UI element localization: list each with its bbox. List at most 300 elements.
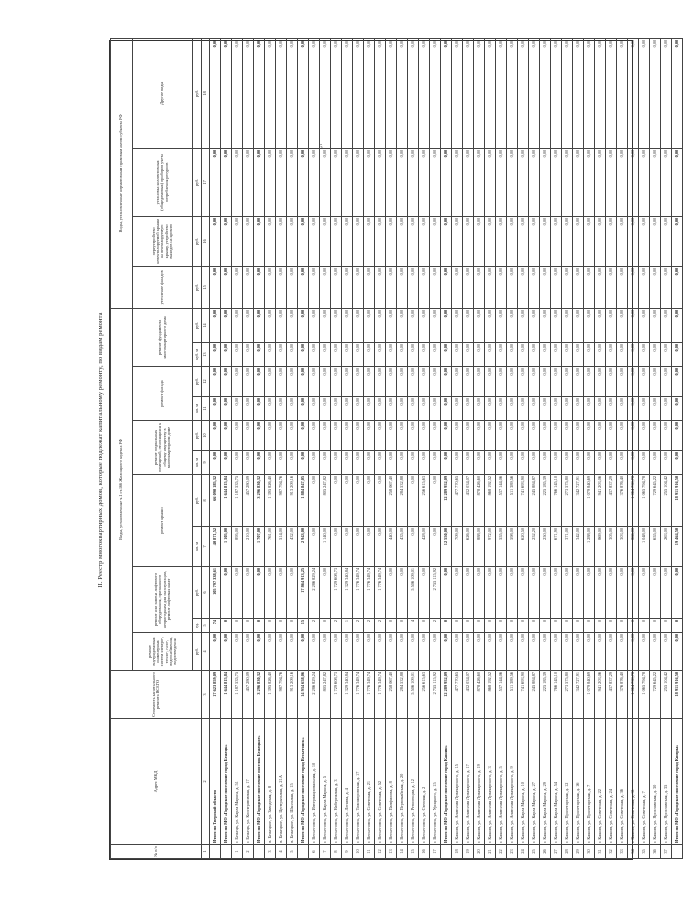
cell-value: 0 — [639, 619, 650, 633]
cell-value: 0,00 — [276, 633, 287, 671]
cell-value: 537 144,06 — [496, 475, 507, 527]
cell-value: 0,00 — [353, 343, 364, 367]
cell-value: 0,00 — [221, 148, 232, 216]
cell-value: 0,00 — [650, 38, 661, 148]
cell-value: 0 — [386, 619, 397, 633]
cell-value: 0,00 — [430, 216, 441, 266]
cell-value: 0,00 — [221, 216, 232, 266]
cell-value: 0,00 — [628, 397, 639, 421]
cell-value: 0,00 — [518, 308, 529, 342]
cell-value: 0,00 — [375, 633, 386, 671]
cell-value: 0,00 — [221, 567, 232, 619]
cell-value: 0,00 — [408, 367, 419, 397]
cell-number: 30 — [584, 845, 595, 859]
cell-value: 0,00 — [617, 216, 628, 266]
column-number-row — [202, 38, 210, 858]
cell-value: 0,00 — [386, 308, 397, 342]
cell-value: 0,00 — [298, 451, 309, 475]
cell-value: 0,00 — [232, 38, 243, 148]
cell-value: 0,00 — [243, 38, 254, 148]
cell-value: 0,00 — [364, 475, 375, 527]
cell-value: 0,00 — [518, 397, 529, 421]
cell-value: 0,00 — [463, 367, 474, 397]
cell-value: 0,00 — [518, 343, 529, 367]
cell-value: 0,00 — [232, 567, 243, 619]
cell-value: 0,00 — [419, 451, 430, 475]
cell-value: 432 034,07 — [463, 475, 474, 527]
cell-value: 0,00 — [232, 397, 243, 421]
cell-value: 0,00 — [221, 38, 232, 148]
cell-value: 0,00 — [584, 451, 595, 475]
cell-address: г. Кашин, ул. Анатолия Луначарского, д. 5 — [496, 719, 507, 845]
cell-value: 0,00 — [441, 633, 452, 671]
cell-address: Итого по Тверской области — [210, 719, 221, 845]
cell-value: 805 247,82 — [320, 671, 331, 719]
cell-value: 0,00 — [408, 266, 419, 308]
cell-address: г. Кашин, ул. Пролетарская, д. 7 — [584, 719, 595, 845]
cell-value: 273 575,80 — [562, 671, 573, 719]
cell-value: 0,00 — [353, 451, 364, 475]
cell-value: 0,00 — [364, 367, 375, 397]
table-row — [397, 38, 408, 858]
cell-value: 0,00 — [364, 527, 375, 567]
table-row — [232, 38, 243, 858]
cell-value: 0,00 — [672, 421, 683, 451]
cell-value: 0,00 — [507, 308, 518, 342]
cell-value: 0,00 — [210, 308, 221, 342]
cell-value: 0,00 — [342, 216, 353, 266]
cell-value: 0,00 — [507, 216, 518, 266]
cell-value: 0,00 — [485, 421, 496, 451]
cell-value: 0,00 — [397, 567, 408, 619]
cell-value: 0,00 — [287, 148, 298, 216]
cell-value: 371,00 — [562, 527, 573, 567]
cell-value: 457 280,09 — [243, 475, 254, 527]
cell-value: 0,00 — [485, 367, 496, 397]
cell-value: 0,00 — [463, 266, 474, 308]
cell-value: 0 — [595, 619, 606, 633]
cell-number: 15 — [408, 845, 419, 859]
cell-value: 0,00 — [397, 216, 408, 266]
cell-value: 0,00 — [540, 308, 551, 342]
cell-value: 0,00 — [254, 451, 265, 475]
cell-value: 428,00 — [419, 527, 430, 567]
cell-value: 0,00 — [452, 567, 463, 619]
cell-address: Итого по МО «Городское поселение поселок Бежецкое» — [254, 719, 265, 845]
cell-value: 0,00 — [672, 343, 683, 367]
cell-value: 0,00 — [397, 266, 408, 308]
cell-value: 0,00 — [628, 567, 639, 619]
cell-value: 0,00 — [573, 567, 584, 619]
cell-value: 0,00 — [320, 216, 331, 266]
cell-value: 0,00 — [452, 266, 463, 308]
cell-number: 28 — [562, 845, 573, 859]
cell-number: 3 — [265, 845, 276, 859]
cell-value: 0,00 — [254, 421, 265, 451]
cell-number: 25 — [529, 845, 540, 859]
cell-address: г. Кашин, ул. Анатолия Луначарского, д. 15 — [452, 719, 463, 845]
cell-value: 0,00 — [342, 308, 353, 342]
cell-address: г. Кашин, ул. Ярославская, д. 30 — [650, 719, 661, 845]
cell-value: 0,00 — [540, 367, 551, 397]
cell-value: 0,00 — [672, 216, 683, 266]
cell-value: 0,00 — [243, 216, 254, 266]
cell-address: г. Кашин, ул. Карла Маркса, д. 29 — [540, 719, 551, 845]
cell-value: 0,00 — [661, 216, 672, 266]
cell-value: 869,00 — [595, 527, 606, 567]
cell-value: 225 185,39 — [540, 475, 551, 527]
column-number: 13 — [202, 343, 210, 367]
cell-value: 0,00 — [320, 633, 331, 671]
cell-value: 0,00 — [243, 451, 254, 475]
cell-value: 0,00 — [408, 38, 419, 148]
cell-value: 0,00 — [386, 451, 397, 475]
table-row — [573, 38, 584, 858]
cell-value: 263,00 — [661, 527, 672, 567]
cell-value: 477 770,65 — [452, 671, 463, 719]
cell-value: 0,00 — [298, 343, 309, 367]
subtotal-row — [441, 38, 452, 858]
cell-value: 12 289 952,09 — [441, 671, 452, 719]
cell-value: 0,00 — [353, 216, 364, 266]
cell-value: 0 — [672, 619, 683, 633]
cell-value: 0,00 — [309, 367, 320, 397]
cell-value: 0,00 — [650, 397, 661, 421]
cell-value: 0,00 — [650, 451, 661, 475]
registry-sheet — [95, 39, 679, 860]
cell-value: 0,00 — [562, 266, 573, 308]
col-header-roof-rebuild: переустройство невентилируемой крыши на вентилируемую крышу, устройство выходов на кровлю — [133, 216, 193, 266]
cell-value: 0,00 — [309, 38, 320, 148]
cell-value: 376 876,40 — [617, 671, 628, 719]
cell-value: 0,00 — [584, 567, 595, 619]
cell-value: 256 615,63 — [419, 475, 430, 527]
cell-value: 0,00 — [628, 266, 639, 308]
cell-value: 2 286 829,24 — [309, 567, 320, 619]
cell-value: 761,00 — [265, 527, 276, 567]
cell-value: 1 707,00 — [254, 527, 265, 567]
cell-value: 440,00 — [386, 527, 397, 567]
cell-value: 0,00 — [364, 421, 375, 451]
cell-value: 0,00 — [606, 148, 617, 216]
cell-value: 0,00 — [210, 451, 221, 475]
unit-rub: руб. — [193, 475, 202, 527]
cell-value: 0,00 — [551, 421, 562, 451]
cell-value: 0,00 — [210, 633, 221, 671]
cell-value: 0,00 — [232, 148, 243, 216]
col-header-foundation: ремонт фундамента многоквартирного дома — [133, 308, 193, 366]
cell-value: 0,00 — [496, 148, 507, 216]
cell-value: 0,00 — [441, 397, 452, 421]
cell-value: 0,00 — [617, 397, 628, 421]
cell-value: 0,00 — [276, 421, 287, 451]
cell-number — [221, 845, 232, 859]
cell-value: 0 — [540, 619, 551, 633]
cell-value: 0,00 — [210, 38, 221, 148]
cell-value: 0,00 — [595, 308, 606, 342]
cell-value: 0,00 — [584, 633, 595, 671]
cell-value: 0,00 — [254, 308, 265, 342]
cell-number: 31 — [595, 845, 606, 859]
cell-value: 0,00 — [573, 308, 584, 342]
cell-address: г. Кашин, ул. Анатолия Луначарского, д. 3 — [485, 719, 496, 845]
cell-value: 0,00 — [507, 266, 518, 308]
cell-value: 0,00 — [364, 148, 375, 216]
cell-value: 0,00 — [375, 451, 386, 475]
cell-value: 0,00 — [617, 421, 628, 451]
cell-value: 0,00 — [375, 367, 386, 397]
cell-value: 1 644 815,84 — [221, 475, 232, 527]
cell-value: 0,00 — [287, 421, 298, 451]
cell-value: 17 864 913,25 — [298, 567, 309, 619]
cell-value: 0 — [562, 619, 573, 633]
cell-value: 0,00 — [562, 216, 573, 266]
cell-value: 1 079 840,69 — [584, 671, 595, 719]
col-header-roof: ремонт крыши — [133, 475, 193, 567]
cell-value: 0,00 — [276, 216, 287, 266]
cell-value: 0,00 — [496, 308, 507, 342]
cell-address: г. Весьегонск, ул. Ленина, д. 4 — [342, 719, 353, 845]
column-number: 4 — [202, 633, 210, 671]
cell-value: 0,00 — [540, 38, 551, 148]
cell-number: 7 — [320, 845, 331, 859]
cell-address: Итого по МО «Городское поселение город Кимры» — [672, 719, 683, 845]
cell-value: 0,00 — [419, 567, 430, 619]
cell-value: 0,00 — [452, 343, 463, 367]
cell-number: 10 — [353, 845, 364, 859]
cell-value: 0,00 — [595, 567, 606, 619]
cell-number: 8 — [331, 845, 342, 859]
cell-value: 0,00 — [309, 343, 320, 367]
col-header-meters: установка коллективных (общедомовых) приборов учета потребления ресурсов — [133, 148, 193, 216]
cell-value: 0,00 — [617, 367, 628, 397]
cell-value: 0,00 — [639, 343, 650, 367]
cell-value: 0,00 — [287, 567, 298, 619]
col-header-address: Адрес МКД — [111, 719, 202, 845]
cell-value: 0,00 — [562, 421, 573, 451]
cell-value: 0,00 — [364, 397, 375, 421]
cell-value: 0,00 — [595, 451, 606, 475]
cell-value: 0,00 — [463, 633, 474, 671]
cell-value: 0,00 — [320, 451, 331, 475]
cell-value: 0,00 — [221, 308, 232, 342]
cell-value: 0,00 — [408, 475, 419, 527]
col-header-basement: ремонт подвальных помещений, относящихся к общему имуществу в многоквартирном доме — [133, 421, 193, 475]
cell-value: 0,00 — [573, 216, 584, 266]
cell-value: 0 — [463, 619, 474, 633]
column-number: 16 — [202, 216, 210, 266]
cell-value: 0,00 — [210, 367, 221, 397]
cell-value: 0,00 — [639, 567, 650, 619]
cell-value: 437 837,29 — [606, 671, 617, 719]
col-header-lifts: ремонт или замена лифтового оборудования, признанного непригодным для эксплуатации, ремонт лифтовых шахт — [133, 567, 193, 633]
cell-number: 36 — [650, 845, 661, 859]
cell-value: 0,00 — [386, 343, 397, 367]
cell-value: 1 776 349,74 — [364, 671, 375, 719]
cell-value: 1 776 349,74 — [364, 567, 375, 619]
cell-value: 0,00 — [617, 343, 628, 367]
cell-value: 0,00 — [441, 367, 452, 397]
cell-value: 0,00 — [507, 567, 518, 619]
cell-address: г. Кашин, ул. Советская, д. 31 — [628, 719, 639, 845]
cell-value: 0,00 — [639, 148, 650, 216]
cell-value: 0,00 — [485, 567, 496, 619]
cell-value: 0,00 — [265, 633, 276, 671]
cell-value: 0,00 — [408, 527, 419, 567]
cell-value: 0,00 — [584, 421, 595, 451]
cell-address: Итого по МО «Городское поселение город Весьегонск» — [298, 719, 309, 845]
cell-value: 0 — [452, 619, 463, 633]
cell-value: 0,00 — [606, 216, 617, 266]
cell-value: 0,00 — [397, 397, 408, 421]
cell-value: 0,00 — [342, 367, 353, 397]
cell-value: 0,00 — [353, 148, 364, 216]
cell-value: 105 797 338,61 — [210, 567, 221, 619]
cell-value: 0,00 — [650, 216, 661, 266]
cell-value: 0,00 — [474, 343, 485, 367]
cell-value: 0,00 — [320, 421, 331, 451]
cell-value: 0,00 — [529, 308, 540, 342]
cell-value: 0,00 — [419, 148, 430, 216]
cell-value: 1 329 340,84 — [342, 567, 353, 619]
cell-value: 5 506 109,01 — [408, 567, 419, 619]
cell-address: п. Бежецкое, ул. Заводская, д. 8 — [265, 719, 276, 845]
cell-value: 0,00 — [364, 38, 375, 148]
cell-value: 0,00 — [485, 266, 496, 308]
cell-value: 0,00 — [386, 367, 397, 397]
cell-value: 0,00 — [661, 343, 672, 367]
cell-value: 0,00 — [287, 367, 298, 397]
table-row — [661, 38, 672, 858]
cell-value: 0,00 — [672, 38, 683, 148]
cell-value: 0,00 — [463, 451, 474, 475]
col-header-insulation: утепление фасадов — [133, 266, 193, 308]
cell-value: 0,00 — [617, 308, 628, 342]
table-row — [364, 38, 375, 858]
cell-value: 0,00 — [276, 266, 287, 308]
cell-value: 0,00 — [639, 38, 650, 148]
cell-value: 0,00 — [364, 451, 375, 475]
cell-value: 0 — [551, 619, 562, 633]
cell-value: 0,00 — [540, 567, 551, 619]
cell-value: 0,00 — [265, 148, 276, 216]
cell-value: 0,00 — [628, 421, 639, 451]
cell-value: 0,00 — [639, 421, 650, 451]
cell-value: 2 — [364, 619, 375, 633]
cell-value: 0,00 — [496, 421, 507, 451]
cell-value: 0,00 — [287, 266, 298, 308]
cell-value: 972,00 — [485, 527, 496, 567]
cell-value: 555,00 — [496, 527, 507, 567]
cell-value: 1 065 794,78 — [639, 475, 650, 527]
cell-value: 0,00 — [507, 397, 518, 421]
cell-value: 0 — [650, 619, 661, 633]
cell-value: 0,00 — [474, 216, 485, 266]
cell-value: 0 — [661, 619, 672, 633]
cell-value: 1 187 535,75 — [232, 671, 243, 719]
cell-value: 0,00 — [628, 367, 639, 397]
cell-value: 0,00 — [375, 216, 386, 266]
cell-value: 2 — [430, 619, 441, 633]
cell-value: 258 067,40 — [386, 475, 397, 527]
cell-value: 0,00 — [540, 216, 551, 266]
cell-value: 0,00 — [210, 397, 221, 421]
cell-number: 6 — [309, 845, 320, 859]
cell-value: 303,00 — [617, 527, 628, 567]
cell-address: г. Кашин, ул. Советская, д. 7 — [639, 719, 650, 845]
cell-value: 0,00 — [518, 38, 529, 148]
cell-number: 35 — [639, 845, 650, 859]
column-number: 5 — [202, 619, 210, 633]
cell-value: 0,00 — [441, 38, 452, 148]
cell-value: 0,00 — [540, 343, 551, 367]
cell-value: 0,00 — [463, 148, 474, 216]
table-row — [309, 38, 320, 858]
cell-value: 0,00 — [452, 216, 463, 266]
cell-number: 19 — [463, 845, 474, 859]
table-row — [375, 38, 386, 858]
cell-value: 0,00 — [540, 421, 551, 451]
cell-value: 0 — [287, 619, 298, 633]
cell-number: 27 — [551, 845, 562, 859]
cell-value: 0,00 — [210, 148, 221, 216]
cell-value: 0,00 — [639, 451, 650, 475]
cell-number: 14 — [397, 845, 408, 859]
cell-value: 0,00 — [474, 633, 485, 671]
cell-value: 0,00 — [276, 148, 287, 216]
cell-address: г. Весьегонск, ул. Урицкого, д. 15 — [430, 719, 441, 845]
cell-value: 250,00 — [540, 527, 551, 567]
unit-ed: ед. — [193, 619, 202, 633]
cell-value: 256 615,63 — [419, 671, 430, 719]
cell-value: 511 389,56 — [507, 671, 518, 719]
cell-address: г. Весьегонск, ул. Советская, д. 52 — [375, 719, 386, 845]
cell-value: 0,00 — [496, 397, 507, 421]
cell-value: 0,00 — [221, 421, 232, 451]
cell-value: 0,00 — [408, 216, 419, 266]
cell-value: 0,00 — [562, 308, 573, 342]
cell-value: 0,00 — [309, 633, 320, 671]
cell-value: 0,00 — [639, 308, 650, 342]
cell-value: 0,00 — [375, 343, 386, 367]
cell-value: 0,00 — [463, 397, 474, 421]
cell-value: 0,00 — [606, 343, 617, 367]
cell-value: 0,00 — [628, 633, 639, 671]
cell-value: 0,00 — [287, 343, 298, 367]
cell-value: 0,00 — [540, 266, 551, 308]
cell-value: 0,00 — [419, 216, 430, 266]
cell-value: 0,00 — [419, 421, 430, 451]
cell-value: 0,00 — [320, 397, 331, 421]
cell-value: 0,00 — [430, 148, 441, 216]
cell-value: 0,00 — [342, 421, 353, 451]
col-header-group-housing-code: Виды, установленные ч.1 ст.166 Жилищного кодекса РФ — [111, 308, 133, 670]
registry-table — [110, 38, 683, 859]
cell-value: 14 934 658,06 — [298, 671, 309, 719]
cell-value: 0,00 — [452, 421, 463, 451]
cell-value: 0,00 — [298, 38, 309, 148]
cell-address: г. Кашин, ул. Пролетарская, д. 12 — [562, 719, 573, 845]
cell-value: 0,00 — [309, 421, 320, 451]
column-number: 17 — [202, 148, 210, 216]
cell-value: 0,00 — [254, 148, 265, 216]
cell-value: 0,00 — [331, 421, 342, 451]
cell-value: 0,00 — [562, 343, 573, 367]
cell-value: 0,00 — [661, 633, 672, 671]
cell-value: 0,00 — [606, 308, 617, 342]
cell-value: 0,00 — [265, 38, 276, 148]
unit-rub: руб. — [193, 148, 202, 216]
